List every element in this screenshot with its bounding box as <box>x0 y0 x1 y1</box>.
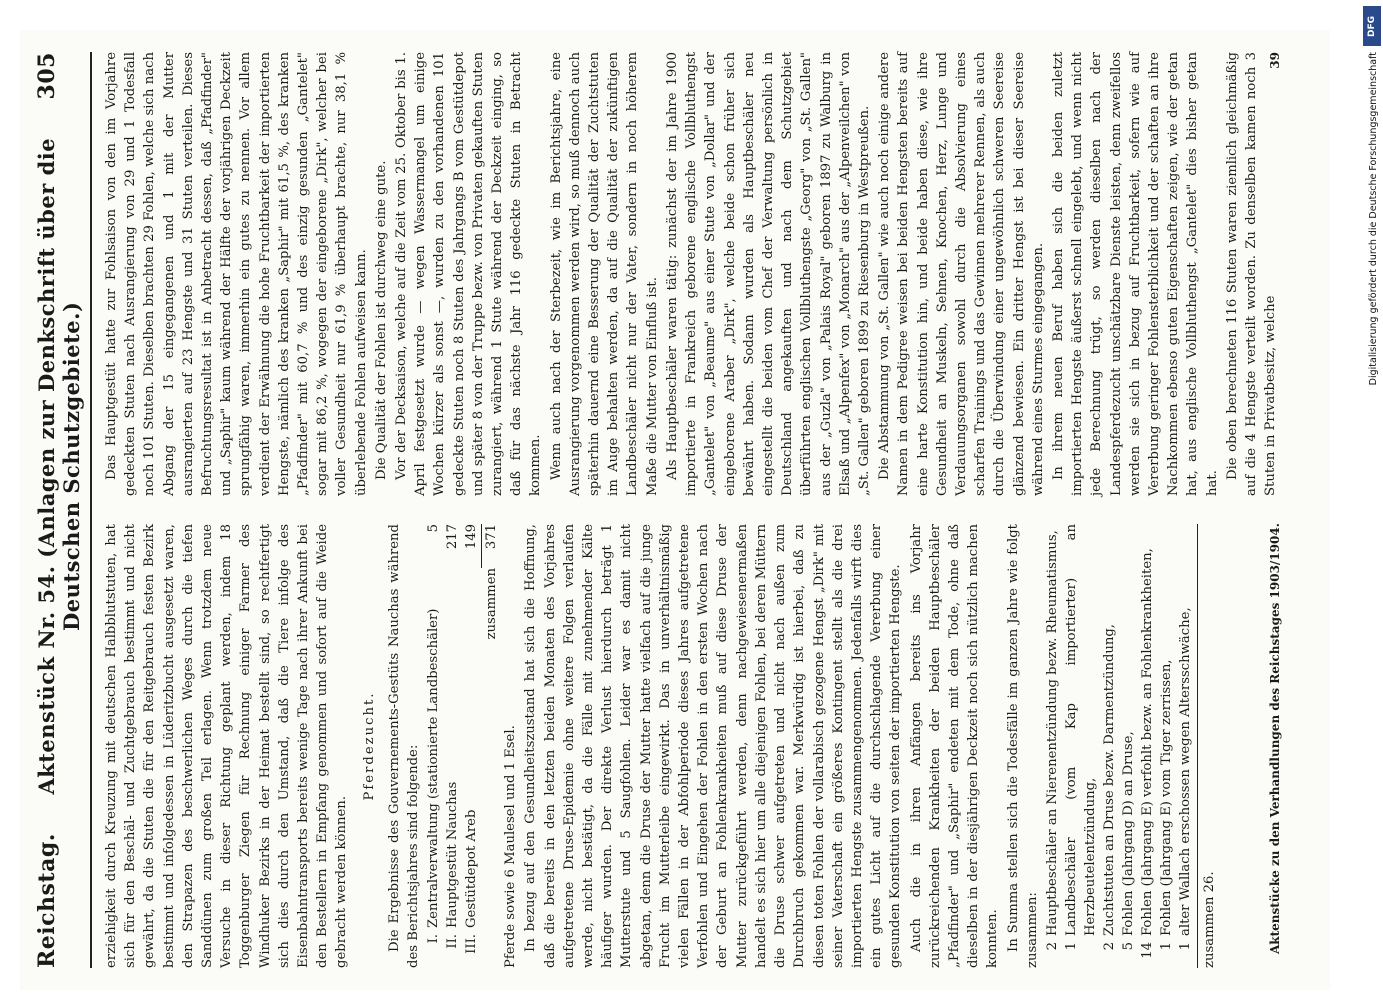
paragraph: Vor der Decksaison, welche auf die Zeit vom 25. Oktober bis 1. April festgesetzt wurde — wegen Wassermangel um einige Wochen kürzer als sonst —, wurden zu den vorhandenen 101 gedeckte Stuten noch 8 Stuten des Jahrgangs B vom Gestütdepot und später 8 von der Truppe bezw. von Privaten gekauften Stuten zurangiert, während 1 Stute während der Deckzeit einging, so daß für das nächste Jahr 116 gedeckte Stuten in Betracht kommen. <box>394 52 544 496</box>
paragraph: Wenn auch nach der Sterbezeit, wie im Berichtsjahre, eine Ausrangierung vorgenommen werden wird, so muß dennoch auch späterhin dauernd eine Besserung der Qualität der Zuchtstuten im Auge behalten werden, da auf die Qualität der zukünftigen Landbeschäler nicht nur der Vater, sondern in noch höherem Maße die Mutter von Einfluß ist. <box>548 52 660 496</box>
table-total-row <box>482 524 502 968</box>
row-value: 149 <box>464 524 480 550</box>
death-count: 2 <box>1044 942 1060 951</box>
table-row <box>424 524 443 968</box>
paragraph: Auch die in ihren Anfängen bereits ins Vorjahr zurückreichenden Krankheiten der beiden Hauptbeschäler „Pfadfinder" und „Saphir" endeten mit dem Tode, ohne daß dieselben in der diesjährigen Deckzeit noch sich nützlich machen konnten. <box>908 524 1001 968</box>
death-count: 5 <box>1120 942 1136 951</box>
digitization-watermark <box>1361 0 1383 1000</box>
paragraph: Die oben berechneten 116 Stuten waren ziemlich gleichmäßig auf die 4 Hengste verteilt worden. Zu denselben kamen noch 3 Stuten in Privatbesitz, welche <box>1224 52 1279 496</box>
death-count: 2 <box>1101 942 1117 951</box>
page-header <box>34 52 92 968</box>
paragraph: erziehigkeit durch Kreuzung mit deutschen Halbblutstuten, hat sich für den Beschäl- und Zuchtgebrauch bestimmt und nicht gewährt, da die Stuten die für den Reitgebrauch festen Bezirk bestimmt und infolgedessen in Lüderitzbucht ausgesetzt waren, den Strapazen des beschwerlichen Weges durch die tiefen Sanddünen zum großen Teil erlagen. Wenn trotzdem neue Versuche in dieser Richtung geplant werden, indem 18 Toggenburger Ziegen für Rechnung einiger Farmer des Windhuker Bezirks in der Heimat bestellt sind, so rechtfertigt sich dies durch den Umstand, daß die Tiere infolge des Eisenbahntransports bereits wenige Tage nach ihrer Ankunft bei den Bestellern in Empfang genommen und sofort auf die Weide gebracht werden können. <box>104 524 350 968</box>
row-value: 217 <box>445 524 461 550</box>
right-column <box>102 52 1281 496</box>
page-footer <box>1268 52 1282 968</box>
paragraph: In Summa stellen sich die Todesfälle im ganzen Jahre wie folgt zusammen: <box>1005 524 1040 968</box>
total-value: 371 <box>482 524 502 568</box>
table-row <box>1043 524 1062 968</box>
table-row <box>443 524 462 968</box>
dfg-credit-text: Digitalisierung gefördert durch die Deutsche Forschungsgemeinschaft <box>1368 52 1379 386</box>
row-label: Gestütdepot Areb <box>464 809 480 928</box>
row-numeral: I. <box>426 934 442 944</box>
section-title: Pferdezucht. <box>361 691 377 801</box>
page-number: 305 <box>34 52 60 100</box>
total-label: zusammen <box>483 568 499 640</box>
table-row <box>1062 524 1100 968</box>
header-title: Aktenstück Nr. 54. (Anlagen zur Denkschrift über die Deutschen Schutzgebiete.) <box>34 137 84 795</box>
divider <box>1197 524 1198 968</box>
stud-results-table <box>424 524 501 968</box>
table-row <box>1138 524 1157 968</box>
table-row <box>1176 524 1195 968</box>
death-count: 1 <box>1177 942 1193 951</box>
paragraph: Das Hauptgestüt hatte zur Fohlsaison von den im Vorjahre gedeckten Stuten nach Ausrangierung von 29 und 1 Todesfall noch 101 Stuten. Dieselben brachten 29 Fohlen, welche sich nach Abgang der 15 eingegangenen und 1 mit der Mutter ausrangierten auf 23 Hengste und 31 Stuten verteilen. Dieses Befruchtungsresultat ist in Anbetracht dessen, daß „Pfadfinder" und „Saphir" kaum während der Hälfte der vorjährigen Deckzeit sprungfähig waren, immerhin ein gutes zu nennen. Vor allem verdient der Erwähnung die hohe Fruchtbarkeit der importierten Hengste, nämlich des kranken „Saphir" mit 61,5 %, des kranken „Pfadfinder" mit 60,7 % und des einzig gesunden „Gantelet" sogar mit 86,2 %, wogegen der eingeborene „Dirk", welcher bei voller Gesundheit nur 61,9 % überhaupt brachte, nur 38,1 % überlebende Fohlen aufweisen kann. <box>104 52 369 496</box>
paragraph: Die Qualität der Fohlen ist durchweg eine gute. <box>373 160 389 480</box>
deaths-total: zusammen 26. <box>1201 871 1217 968</box>
paragraph: Als Hauptbeschäler waren tätig: zunächst der im Jahre 1900 importierte in Frankreich geborene englische Vollbluthengst „Gantelet" von „Beaume" aus einer Stute von „Dollar" und der eingeborene Araber „Dirk", welche beide schon früher sich bewährt haben. Sodann wurden als Hauptbeschäler neu eingestellt die beiden vom Chef der Verwaltung persönlich in Deutschland angekauften und nach dem Schutzgebiet überführten englischen Vollbluthengste „Georg" von „St. Gallen" aus der „Guzla" von „Palais Royal" geboren 1897 zu Walburg in Elsaß und „Alpenfex" von „Monarch" aus der „Alpenveilchen" von „St. Gallen" geboren 1899 zu Riesenburg in Westpreußen. <box>664 52 872 496</box>
table-row <box>1157 524 1176 968</box>
table-row <box>1119 524 1138 968</box>
left-column <box>102 524 1281 968</box>
dfg-logo: DFG <box>1363 6 1381 46</box>
death-cause: Fohlen (Jahrgang D) an Druse, <box>1120 731 1136 936</box>
paragraph: In bezug auf den Gesundheitszustand hat sich die Hoffnung, daß die bereits in den letzten beiden Monaten des Vorjahres aufgetretene Druse-Epidemie ohne weitere Folgen verlaufen werde, nicht bestätigt, da die Fälle mit zunehmender Kälte häufiger wurden. Der direkte Verlust hierdurch beträgt 1 Mutterstute und 5 Saugfohlen. Leider war es damit nicht abgetan, denn die Druse der Mutter hatte vielfach auf die junge Frucht im Mutterleibe eingewirkt. Das in unverhältnismäßig vielen Fällen in der Abfohlperiode dieses Jahres aufgetretene Verfohlen und Eingehen der Fohlen in den ersten Wochen nach der Geburt an Fohlenkrankheiten muß auf diese Druse der Mutter zurückgeführt werden, denn nachgewiesenermaßen handelt es sich hier um alle diejenigen Fohlen, bei deren Müttern die Druse schwer aufgetreten und nicht nach außen zum Durchbruch gekommen war. Merkwürdig ist hierbei, daß zu diesen toten Fohlen der vollarabisch gezogene Hengst „Dirk" mit seiner Vaterschaft ein größeres Kontingent stellt als die drei importierten Hengste zusammengenommen. Jedenfalls wirft dies ein gutes Licht auf die durchschlagende Vererbung einer gesunden Konstitution von seiten der importierten Hengste. <box>523 524 904 968</box>
death-cause: alter Wallach erschossen wegen Altersschwäche, <box>1177 607 1193 936</box>
row-value: 5 <box>426 524 442 533</box>
paragraph: Die Abstammung von „St. Gallen" wie auch noch einige andere Namen in dem Pedigree weisen bei beiden Hengsten bereits auf eine harte Konstitution hin, und beide haben diese, wie ihre Gesundheit an Muskeln, Sehnen, Knochen, Herz, Lunge und Verdauungsorganen sowohl durch die Absolvierung eines scharfen Trainings und das Gewinnen mehrerer Rennen, als auch durch die Überwindung einer ungewöhnlich schweren Seereise glänzend bewiesen. Ein dritter Hengst ist bei dieser Seereise während eines Sturmes eingegangen. <box>877 52 1046 496</box>
deaths-table <box>1043 524 1195 968</box>
row-numeral: II. <box>445 934 461 949</box>
row-label: Zentralverwaltung (stationierte Landbeschäler) <box>426 608 442 928</box>
paragraph: Die Ergebnisse des Gouvernements-Gestüts Nauchas während des Berichtsjahres sind folgende: <box>386 524 422 968</box>
death-cause: Hauptbeschäler an Nierenentzündung bezw. Rheumatismus, <box>1044 530 1060 936</box>
row-numeral: III. <box>464 934 480 954</box>
paragraph: In ihrem neuen Beruf haben sich die beiden zuletzt importierten Hengste äußerst schnell eingelebt, und wenn nicht jede Berechnung trügt, so werden dieselben nach der Landespferdezucht unschätzbare Dienste leisten, denn zweifellos werden sie sich in bezug auf Fruchtbarkeit, sofern wie auf Vererbung geringer Fohlensterblichkeit und der schaften an ihre Nachkommen ebenso guten Eigenschaften zeigen, wie der getan hat, aus englische Vollbluthengst „Gantelet" dies bisher getan hat. <box>1050 52 1220 496</box>
death-count: 1 <box>1063 942 1079 951</box>
footer-number: 39 <box>1268 52 1282 69</box>
death-count: 1 <box>1158 942 1174 951</box>
table-row <box>462 524 482 968</box>
row-label: Hauptgestüt Nauchas <box>445 781 461 928</box>
footer-source: Aktenstücke zu den Verhandlungen des Reichstages 1903/1904. <box>1268 523 1282 954</box>
paragraph: Pferde sowie 6 Maulesel und 1 Esel. <box>503 725 519 968</box>
table-row <box>1100 524 1119 968</box>
death-cause: Landbeschäler (vom Kap importierter) an Herzbeutelentzündung, <box>1063 524 1098 936</box>
rotated-document-page <box>20 30 1330 990</box>
death-cause: Zuchtstuten an Druse bezw. Darmentzündung, <box>1101 623 1117 936</box>
header-left: Reichstag. <box>34 833 60 968</box>
death-cause: Fohlen (Jahrgang E) verfohlt bezw. an Fohlenkrankheiten, <box>1139 548 1155 936</box>
death-cause: Fohlen (Jahrgang E) vom Tiger zerrissen, <box>1158 659 1174 936</box>
death-count: 14 <box>1139 942 1155 959</box>
